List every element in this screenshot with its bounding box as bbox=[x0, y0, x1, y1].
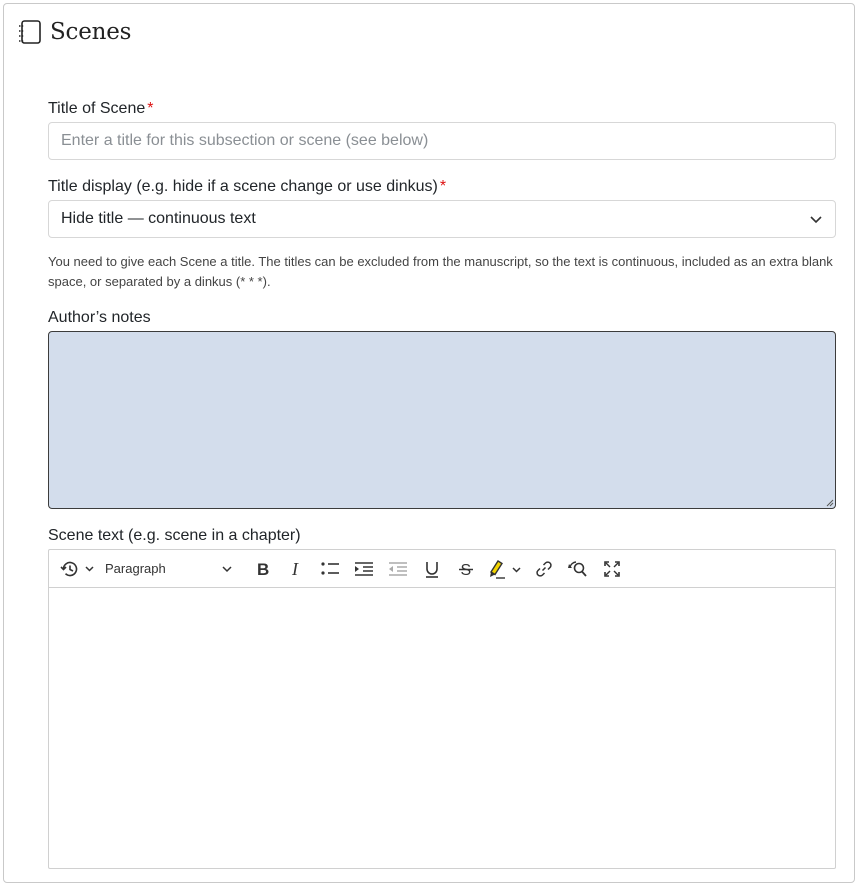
authors-notes-textarea[interactable] bbox=[48, 331, 836, 509]
indent-icon bbox=[354, 560, 374, 578]
bold-button[interactable] bbox=[245, 555, 279, 583]
chevron-down-icon bbox=[809, 212, 823, 226]
underline-icon bbox=[423, 560, 441, 578]
scene-title-placeholder: Enter a title for this subsection or scene (see below) bbox=[61, 132, 429, 149]
find-replace-icon bbox=[568, 560, 588, 578]
outdent-icon bbox=[388, 560, 408, 578]
editor-toolbar bbox=[49, 550, 835, 588]
italic-icon bbox=[287, 560, 305, 578]
bulleted-list-icon bbox=[320, 560, 340, 578]
paragraph-dropdown[interactable] bbox=[105, 555, 233, 583]
strikethrough-icon bbox=[457, 560, 475, 578]
fullscreen-button[interactable] bbox=[595, 555, 629, 583]
underline-button[interactable] bbox=[415, 555, 449, 583]
indent-button[interactable] bbox=[347, 555, 381, 583]
paragraph-label: Paragraph bbox=[105, 561, 166, 576]
scene-text-label: Scene text (e.g. scene in a chapter) bbox=[48, 527, 301, 544]
svg-text:I: I bbox=[292, 559, 298, 578]
scene-title-input[interactable] bbox=[48, 122, 836, 160]
bold-icon bbox=[253, 560, 271, 578]
history-icon bbox=[59, 559, 95, 579]
find-replace-button[interactable] bbox=[561, 555, 595, 583]
resize-grip-icon[interactable] bbox=[826, 499, 834, 507]
scene-title-label bbox=[48, 100, 836, 118]
title-display-select[interactable] bbox=[48, 200, 836, 238]
section-header bbox=[17, 18, 131, 46]
help-text: You need to give each Scene a title. The titles can be excluded from the manuscript, so the text is continuous, included as an extra blank space, or separated by a dinkus (* * *). bbox=[48, 254, 833, 289]
fullscreen-icon bbox=[604, 561, 620, 577]
scene-text-editor bbox=[48, 549, 836, 869]
svg-text:S: S bbox=[460, 561, 472, 578]
highlight-icon bbox=[485, 559, 525, 579]
authors-notes-label: Author’s notes bbox=[48, 309, 151, 326]
title-display-label bbox=[48, 178, 836, 196]
scene-text-content-area[interactable] bbox=[49, 588, 835, 868]
chevron-down-icon bbox=[221, 563, 233, 575]
history-button[interactable] bbox=[57, 555, 97, 583]
notebook-icon bbox=[17, 18, 43, 46]
title-display-label-text: Title display (e.g. hide if a scene change or use dinkus) bbox=[48, 178, 438, 195]
strikethrough-button[interactable] bbox=[449, 555, 483, 583]
required-mark: * bbox=[147, 100, 154, 117]
scene-title-label-text: Title of Scene bbox=[48, 100, 146, 117]
svg-text:B: B bbox=[257, 559, 270, 578]
title-display-selected: Hide title — continuous text bbox=[61, 210, 256, 227]
link-button[interactable] bbox=[527, 555, 561, 583]
scene-form bbox=[48, 100, 836, 869]
outdent-button[interactable] bbox=[381, 555, 415, 583]
highlight-button[interactable] bbox=[483, 555, 527, 583]
italic-button[interactable] bbox=[279, 555, 313, 583]
required-mark: * bbox=[439, 178, 447, 195]
bulleted-list-button[interactable] bbox=[313, 555, 347, 583]
section-title: Scenes bbox=[50, 19, 132, 45]
link-icon bbox=[535, 560, 553, 578]
